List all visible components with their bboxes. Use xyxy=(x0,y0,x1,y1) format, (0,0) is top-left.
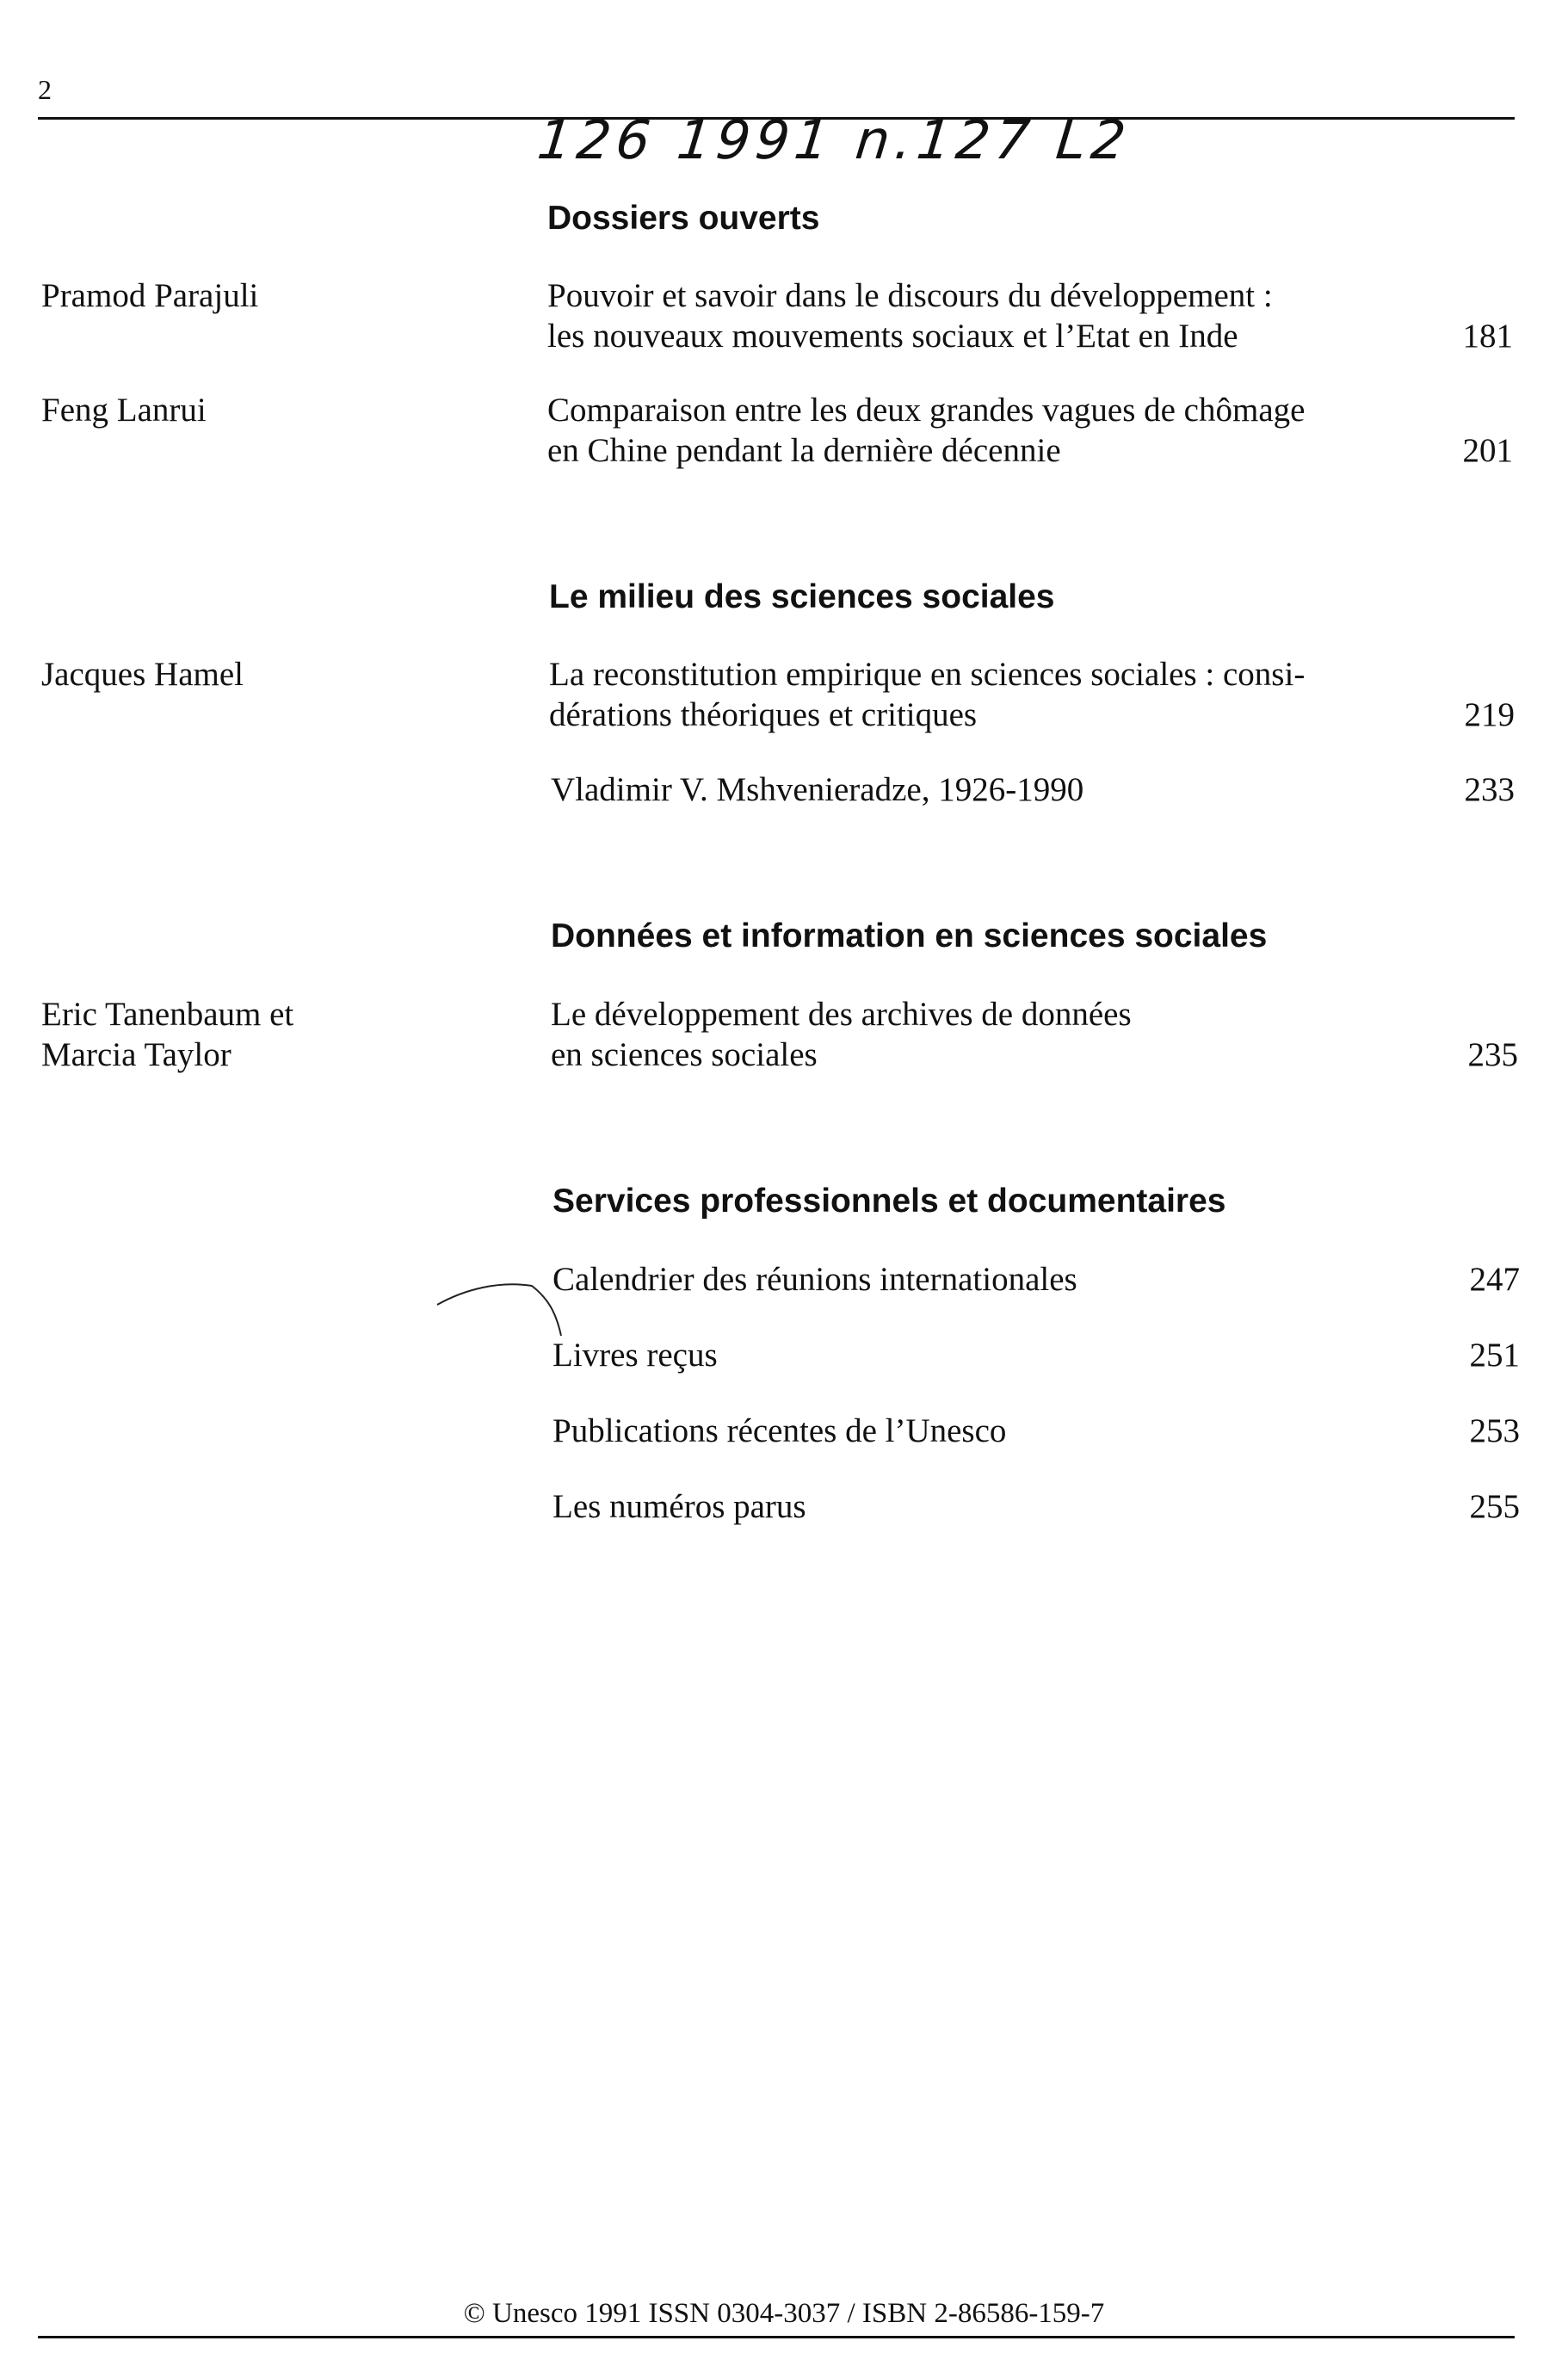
toc-entry-author xyxy=(41,275,258,316)
section-heading-donnees-information: Données et information en sciences sociales xyxy=(551,917,1268,954)
toc-entry-title xyxy=(553,1486,806,1527)
pen-stroke xyxy=(437,1284,561,1336)
title-line: Le développement des archives de données xyxy=(551,996,1132,1033)
handwritten-note: 126 1991 n.127 L2 xyxy=(534,108,1134,171)
footer-copyright: © Unesco 1991 ISSN 0304-3037 / ISBN 2-86586-159-7 xyxy=(463,2298,1105,2329)
author-line: Pramod Parajuli xyxy=(41,277,259,314)
toc-entry-page: 181 xyxy=(1462,318,1513,355)
toc-entry-page: 201 xyxy=(1462,432,1513,469)
title-line: La reconstitution empirique en sciences sociales : consi- xyxy=(549,656,1306,693)
author-line: Feng Lanrui xyxy=(41,392,207,429)
toc-entry-author xyxy=(41,390,207,430)
toc-entry-page: 247 xyxy=(1469,1261,1520,1298)
toc-entry-title xyxy=(551,994,1132,1075)
toc-entry-title xyxy=(547,390,1305,471)
title-line: en sciences sociales xyxy=(551,1036,818,1073)
page-number: 2 xyxy=(38,74,52,105)
toc-entry-page: 235 xyxy=(1467,1036,1518,1073)
toc-entry-title xyxy=(553,1259,1077,1300)
title-line: Livres reçus xyxy=(553,1337,718,1374)
toc-entry-author xyxy=(41,654,244,695)
toc-entry-page: 251 xyxy=(1469,1337,1520,1374)
toc-entry-author xyxy=(41,994,293,1075)
bottom-rule xyxy=(38,2336,1515,2338)
toc-entry-page: 233 xyxy=(1464,771,1515,808)
title-line: Les numéros parus xyxy=(553,1488,806,1525)
title-line: Calendrier des réunions internationales xyxy=(553,1261,1077,1298)
title-line: Pouvoir et savoir dans le discours du développement : xyxy=(547,277,1273,314)
toc-entry-title xyxy=(547,275,1273,356)
title-line: Publications récentes de l’Unesco xyxy=(553,1412,1007,1449)
toc-entry-title xyxy=(553,1411,1006,1451)
title-line: les nouveaux mouvements sociaux et l’Etat en Inde xyxy=(547,318,1238,355)
title-line: dérations théoriques et critiques xyxy=(549,696,978,733)
title-line: Vladimir V. Mshvenieradze, 1926-1990 xyxy=(551,771,1084,808)
title-line: en Chine pendant la dernière décennie xyxy=(547,432,1061,469)
pen-mark xyxy=(430,1274,602,1394)
toc-entry-page: 219 xyxy=(1464,696,1515,733)
toc-entry-page: 253 xyxy=(1469,1412,1520,1449)
toc-entry-title xyxy=(549,654,1305,735)
section-heading-milieu-sciences-sociales: Le milieu des sciences sociales xyxy=(549,578,1055,615)
toc-entry-page: 255 xyxy=(1469,1488,1520,1525)
section-heading-services-professionnels: Services professionnels et documentaires xyxy=(553,1183,1226,1220)
author-line: Jacques Hamel xyxy=(41,656,244,693)
title-line: Comparaison entre les deux grandes vagues de chômage xyxy=(547,392,1306,429)
toc-entry-title xyxy=(551,769,1083,810)
author-line: Marcia Taylor xyxy=(41,1036,231,1073)
section-heading-dossiers-ouverts: Dossiers ouverts xyxy=(547,200,820,237)
author-line: Eric Tanenbaum et xyxy=(41,996,294,1033)
